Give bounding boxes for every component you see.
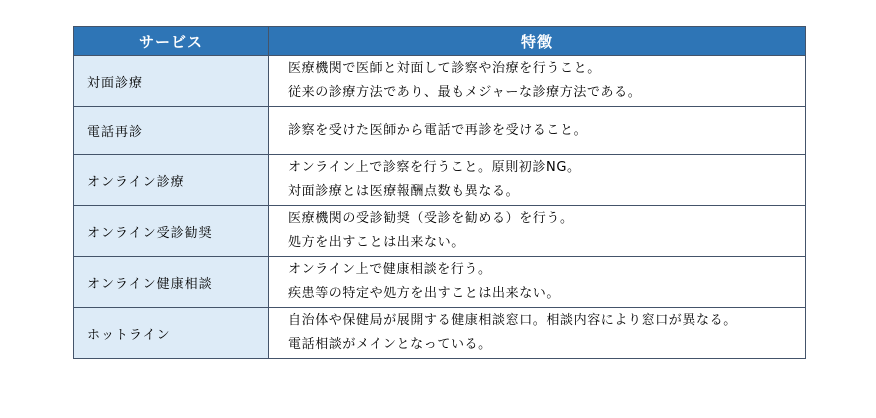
feature-line: オンライン上で健康相談を行う。 bbox=[288, 262, 492, 277]
feature-line: 電話相談がメインとなっている。 bbox=[288, 337, 492, 352]
feature-line: 従来の診療方法であり、最もメジャーな診療方法である。 bbox=[288, 85, 642, 100]
service-cell: 電話再診 bbox=[74, 107, 269, 155]
table-row bbox=[74, 56, 806, 107]
feature-cell bbox=[269, 56, 806, 107]
service-cell: オンライン受診勧奨 bbox=[74, 206, 269, 257]
feature-cell bbox=[269, 257, 806, 308]
feature-line: 医療機関の受診勧奨（受診を勧める）を行う。 bbox=[288, 211, 574, 226]
feature-cell bbox=[269, 206, 806, 257]
service-comparison-table bbox=[73, 26, 806, 359]
feature-line: 処方を出すことは出来ない。 bbox=[288, 235, 465, 250]
feature-cell bbox=[269, 107, 806, 155]
feature-cell bbox=[269, 155, 806, 206]
service-comparison-table-wrapper bbox=[73, 26, 805, 359]
table-row bbox=[74, 308, 806, 359]
table-row bbox=[74, 155, 806, 206]
service-cell: ホットライン bbox=[74, 308, 269, 359]
table-header-row bbox=[74, 27, 806, 56]
table-row bbox=[74, 107, 806, 155]
service-cell: オンライン診療 bbox=[74, 155, 269, 206]
header-service: サービス bbox=[74, 27, 269, 56]
feature-line: 自治体や保健局が展開する健康相談窓口。相談内容により窓口が異なる。 bbox=[288, 313, 737, 328]
service-cell: 対面診療 bbox=[74, 56, 269, 107]
feature-line: 医療機関で医師と対面して診察や治療を行うこと。 bbox=[288, 61, 601, 76]
feature-line: 診察を受けた医師から電話で再診を受けること。 bbox=[288, 122, 588, 138]
table-row bbox=[74, 206, 806, 257]
header-feature: 特徴 bbox=[269, 27, 806, 56]
table-row bbox=[74, 257, 806, 308]
feature-cell bbox=[269, 308, 806, 359]
service-cell: オンライン健康相談 bbox=[74, 257, 269, 308]
feature-line: 対面診療とは医療報酬点数も異なる。 bbox=[288, 184, 520, 199]
feature-line: 疾患等の特定や処方を出すことは出来ない。 bbox=[288, 286, 561, 301]
feature-line: オンライン上で診察を行うこと。原則初診NG。 bbox=[288, 160, 581, 175]
